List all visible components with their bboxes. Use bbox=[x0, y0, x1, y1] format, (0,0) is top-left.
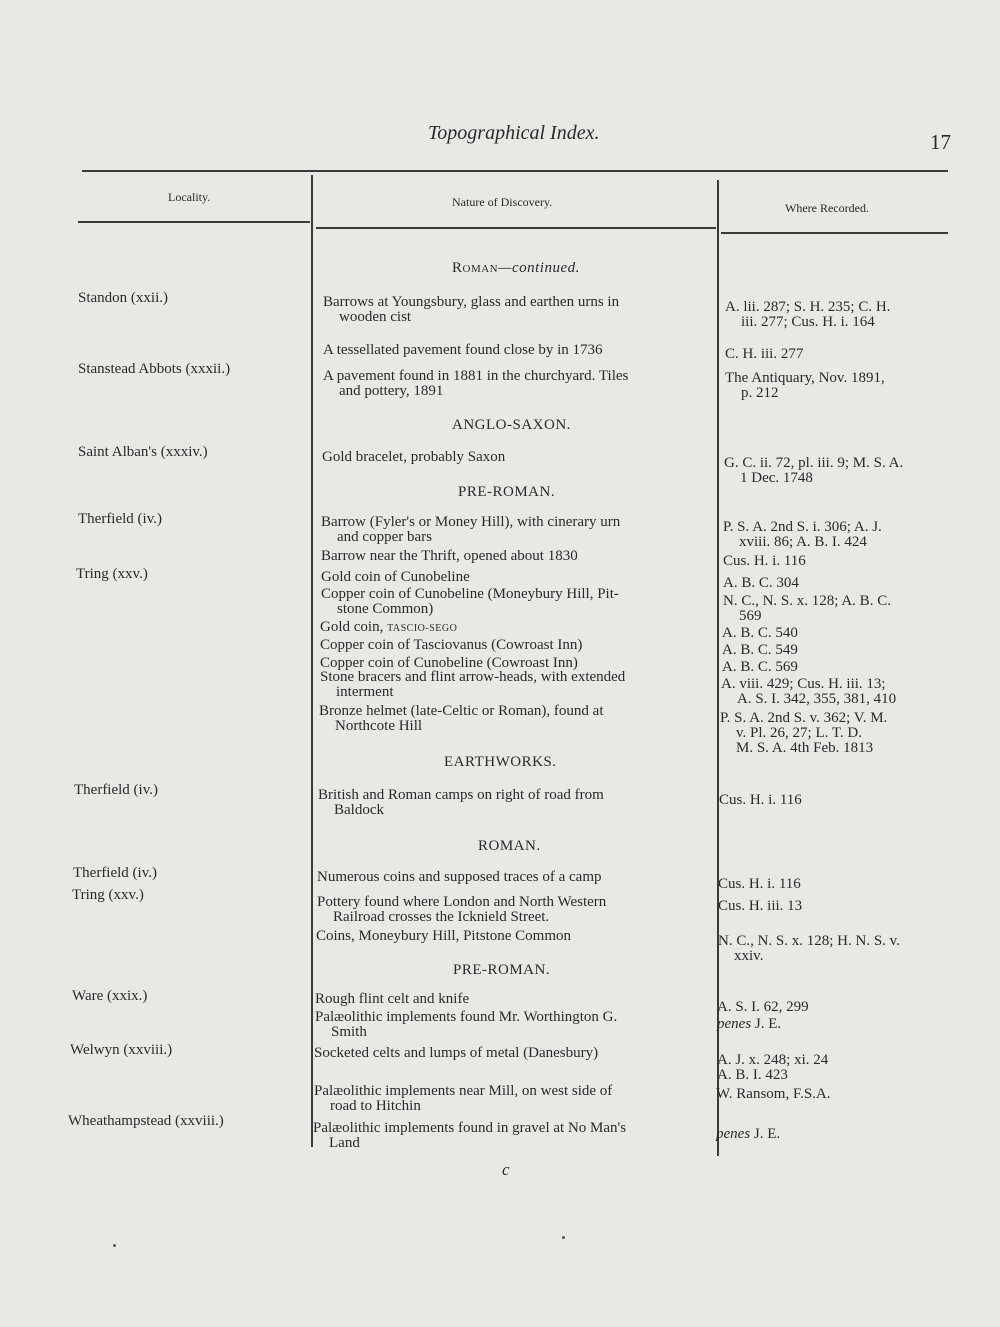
where-line: 569 bbox=[739, 608, 762, 624]
where-entry bbox=[718, 934, 900, 964]
nature-entry bbox=[323, 369, 628, 399]
locality-therfield-earthworks: Therfield (iv.) bbox=[74, 782, 158, 798]
locality-head-rule bbox=[78, 221, 310, 223]
locality-therfield-roman: Therfield (iv.) bbox=[73, 865, 157, 881]
nature-line: interment bbox=[336, 684, 394, 700]
nature-entry bbox=[313, 1121, 626, 1151]
where-entry bbox=[721, 677, 896, 707]
nature-line: Land bbox=[329, 1135, 360, 1151]
column-header-where: Where Recorded. bbox=[785, 201, 869, 215]
nature-line: Smith bbox=[331, 1024, 367, 1040]
nature-entry bbox=[320, 620, 457, 636]
where-line: xviii. 86; A. B. I. 424 bbox=[739, 534, 867, 550]
where-line: A. B. C. 304 bbox=[723, 575, 799, 591]
nature-line: Coins, Moneybury Hill, Pitstone Common bbox=[316, 928, 572, 944]
section-roman-smallcaps: Roman bbox=[452, 260, 499, 276]
where-text: J. E. bbox=[750, 1126, 781, 1142]
nature-entry bbox=[319, 704, 604, 734]
where-text: J. E. bbox=[751, 1016, 782, 1032]
nature-line: A tessellated pavement found close by in 1736 bbox=[323, 342, 603, 358]
running-title: Topographical Index. bbox=[428, 122, 600, 144]
where-entry bbox=[723, 576, 799, 591]
where-entry bbox=[722, 660, 798, 675]
nature-entry bbox=[321, 570, 470, 585]
column-header-locality: Locality. bbox=[168, 190, 211, 204]
where-entry bbox=[723, 594, 891, 624]
nature-line: Baldock bbox=[334, 802, 384, 818]
where-entry bbox=[717, 1017, 781, 1032]
where-entry bbox=[723, 520, 882, 550]
locality-ware: Ware (xxix.) bbox=[72, 988, 148, 1004]
column-divider-left bbox=[311, 175, 313, 1147]
nature-entry bbox=[316, 929, 571, 944]
top-rule bbox=[82, 170, 948, 172]
where-line: G. C. ii. 72, pl. iii. 9; M. S. A. bbox=[724, 455, 904, 471]
where-line: Cus. H. i. 116 bbox=[723, 553, 806, 569]
where-line: A. B. C. 549 bbox=[722, 642, 798, 658]
nature-line: Socketed celts and lumps of metal (Danesbury) bbox=[314, 1045, 599, 1061]
nature-line: Numerous coins and supposed traces of a camp bbox=[317, 869, 602, 885]
nature-line: Northcote Hill bbox=[335, 718, 423, 734]
nature-text: Gold coin, bbox=[320, 619, 384, 635]
where-line: 1 Dec. 1748 bbox=[740, 470, 813, 486]
nature-entry bbox=[321, 549, 578, 564]
nature-line: Palæolithic implements found in gravel at No Man's bbox=[313, 1120, 627, 1136]
where-entry bbox=[725, 371, 885, 401]
locality-saint-albans: Saint Alban's (xxxiv.) bbox=[78, 444, 208, 460]
nature-entry bbox=[320, 670, 625, 700]
nature-entry bbox=[315, 992, 469, 1007]
where-line bbox=[716, 1127, 780, 1142]
locality-tring-roman: Tring (xxv.) bbox=[72, 887, 144, 903]
where-entry bbox=[723, 554, 806, 569]
where-line: A. lii. 287; S. H. 235; C. H. bbox=[725, 299, 891, 315]
nature-line: Copper coin of Cunobeline (Moneybury Hill, Pit- bbox=[321, 586, 619, 602]
locality-stanstead-abbots: Stanstead Abbots (xxxii.) bbox=[78, 361, 231, 377]
where-line: A. viii. 429; Cus. H. iii. 13; bbox=[721, 676, 886, 692]
nature-line: A pavement found in 1881 in the churchyard. Tiles bbox=[323, 368, 629, 384]
section-heading-earthworks: EARTHWORKS. bbox=[444, 754, 557, 770]
where-entry bbox=[719, 793, 802, 808]
where-italic: penes bbox=[717, 1016, 752, 1032]
where-line: Cus. H. i. 116 bbox=[718, 876, 801, 892]
section-heading-pre-roman-2: PRE-ROMAN. bbox=[453, 962, 551, 978]
nature-line: Barrow (Fyler's or Money Hill), with cinerary urn bbox=[321, 514, 621, 530]
where-head-rule bbox=[721, 232, 948, 234]
where-line: A. S. I. 62, 299 bbox=[717, 999, 809, 1015]
coin-legend: TASCIO-SEGO bbox=[387, 623, 458, 634]
locality-welwyn: Welwyn (xxviii.) bbox=[70, 1042, 173, 1058]
locality-wheathampstead: Wheathampstead (xxviii.) bbox=[68, 1113, 224, 1129]
nature-entry bbox=[314, 1084, 612, 1114]
where-entry bbox=[720, 711, 887, 756]
where-line: N. C., N. S. x. 128; H. N. S. v. bbox=[718, 933, 900, 949]
where-entry bbox=[716, 1087, 831, 1102]
nature-line: Railroad crosses the Icknield Street. bbox=[333, 909, 550, 925]
nature-entry bbox=[315, 1010, 617, 1040]
nature-line: stone Common) bbox=[337, 601, 434, 617]
where-line: A. B. C. 540 bbox=[722, 625, 798, 641]
section-continued-text: —continued. bbox=[498, 260, 580, 276]
section-heading-roman: ROMAN. bbox=[478, 838, 541, 854]
nature-line: British and Roman camps on right of road from bbox=[318, 787, 604, 803]
locality-tring: Tring (xxv.) bbox=[76, 566, 148, 582]
where-line: A. S. I. 342, 355, 381, 410 bbox=[737, 691, 897, 707]
paper-speck bbox=[113, 1244, 116, 1247]
where-entry bbox=[725, 300, 890, 330]
nature-line: Barrows at Youngsbury, glass and earthen urns in bbox=[323, 294, 620, 310]
where-entry bbox=[717, 1000, 809, 1015]
where-line: A. J. x. 248; xi. 24 bbox=[717, 1052, 829, 1068]
nature-line: Gold coin of Cunobeline bbox=[321, 569, 470, 585]
where-line: The Antiquary, Nov. 1891, bbox=[725, 370, 885, 386]
nature-line: road to Hitchin bbox=[330, 1098, 421, 1114]
nature-line: Copper coin of Cunobeline (Cowroast Inn) bbox=[320, 655, 578, 671]
nature-entry bbox=[323, 343, 603, 358]
section-heading-anglo-saxon: ANGLO-SAXON. bbox=[452, 417, 571, 433]
nature-line: wooden cist bbox=[339, 309, 412, 325]
locality-therfield: Therfield (iv.) bbox=[78, 511, 162, 527]
where-line: p. 212 bbox=[741, 385, 779, 401]
nature-line: Rough flint celt and knife bbox=[315, 991, 470, 1007]
nature-line: and copper bars bbox=[337, 529, 432, 545]
where-entry bbox=[718, 877, 801, 892]
where-line: C. H. iii. 277 bbox=[725, 346, 804, 362]
nature-entry bbox=[314, 1046, 598, 1061]
nature-line: Barrow near the Thrift, opened about 1830 bbox=[321, 548, 578, 564]
where-line: P. S. A. 2nd S. i. 306; A. J. bbox=[723, 519, 882, 535]
column-header-nature: Nature of Discovery. bbox=[452, 195, 553, 209]
where-entry bbox=[722, 643, 798, 658]
nature-line: Bronze helmet (late-Celtic or Roman), found at bbox=[319, 703, 604, 719]
page-number: 17 bbox=[930, 130, 951, 154]
where-line: xxiv. bbox=[734, 948, 764, 964]
nature-entry bbox=[317, 895, 606, 925]
where-line bbox=[717, 1017, 781, 1032]
nature-line: Gold bracelet, probably Saxon bbox=[322, 449, 506, 465]
nature-entry bbox=[323, 295, 619, 325]
where-italic: penes bbox=[716, 1126, 751, 1142]
where-line: Cus. H. iii. 13 bbox=[718, 898, 803, 914]
nature-line: and pottery, 1891 bbox=[339, 383, 444, 399]
nature-entry bbox=[322, 450, 505, 465]
where-entry bbox=[717, 1053, 828, 1083]
where-line: A. B. I. 423 bbox=[717, 1067, 788, 1083]
nature-entry bbox=[318, 788, 604, 818]
nature-line bbox=[320, 620, 457, 636]
where-line: W. Ransom, F.S.A. bbox=[716, 1086, 831, 1102]
nature-line: Stone bracers and flint arrow-heads, with extended bbox=[320, 669, 626, 685]
where-line: Cus. H. i. 116 bbox=[719, 792, 802, 808]
where-line: M. S. A. 4th Feb. 1813 bbox=[736, 740, 874, 756]
where-line: iii. 277; Cus. H. i. 164 bbox=[741, 314, 875, 330]
where-line: N. C., N. S. x. 128; A. B. C. bbox=[723, 593, 891, 609]
nature-line: Palæolithic implements near Mill, on west side of bbox=[314, 1083, 613, 1099]
paper-speck bbox=[562, 1236, 565, 1239]
where-entry bbox=[718, 899, 802, 914]
locality-standon: Standon (xxii.) bbox=[78, 290, 168, 306]
where-line: P. S. A. 2nd S. v. 362; V. M. bbox=[720, 710, 888, 726]
signature-mark: c bbox=[502, 1160, 510, 1179]
section-heading-roman-continued bbox=[452, 260, 580, 277]
nature-entry bbox=[321, 515, 620, 545]
where-entry bbox=[724, 456, 903, 486]
where-entry bbox=[722, 626, 798, 641]
where-line: v. Pl. 26, 27; L. T. D. bbox=[736, 725, 862, 741]
nature-line: Pottery found where London and North Western bbox=[317, 894, 607, 910]
nature-entry bbox=[317, 870, 602, 885]
nature-head-rule bbox=[316, 227, 716, 229]
nature-line: Palæolithic implements found Mr. Worthington G. bbox=[315, 1009, 618, 1025]
nature-entry bbox=[321, 587, 619, 617]
nature-entry bbox=[320, 638, 582, 653]
where-entry bbox=[725, 347, 803, 362]
section-heading-pre-roman: PRE-ROMAN. bbox=[458, 484, 556, 500]
nature-line: Copper coin of Tasciovanus (Cowroast Inn) bbox=[320, 637, 583, 653]
where-entry bbox=[716, 1127, 780, 1142]
where-line: A. B. C. 569 bbox=[722, 659, 798, 675]
